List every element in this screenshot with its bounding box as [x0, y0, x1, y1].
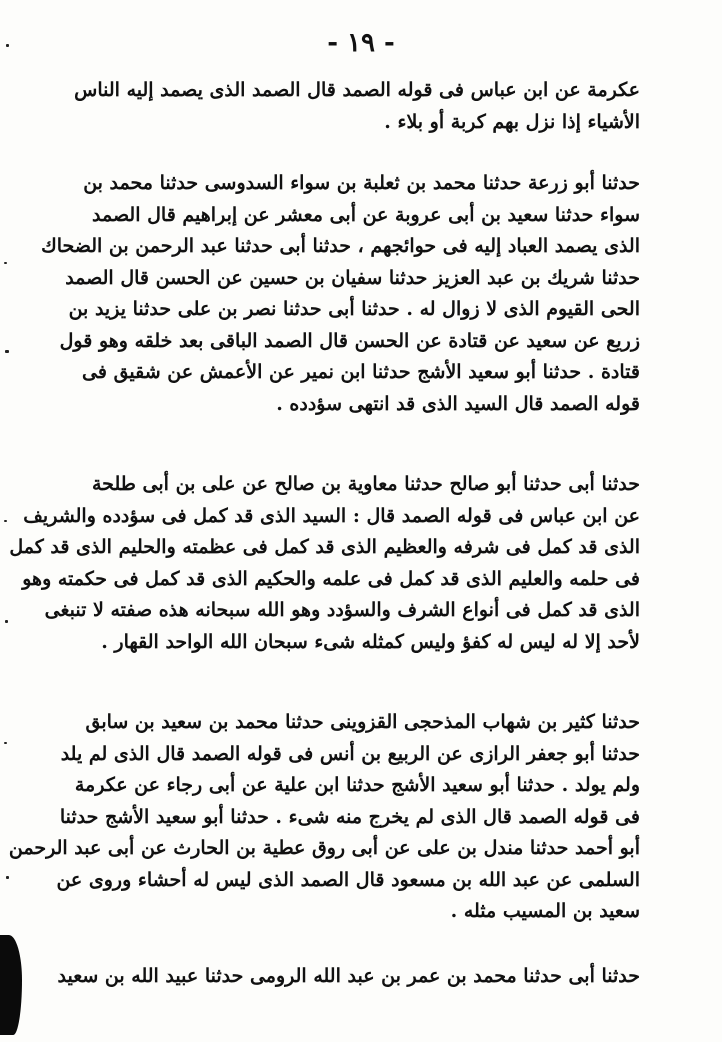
text-line: حدثنا شريك بن عبد العزيز حدثنا سفيان بن حسين عن الحسن قال الصمد	[65, 266, 640, 289]
text-line: حدثنا أبو زرعة حدثنا محمد بن ثعلبة بن سواء السدوسى حدثنا محمد بن	[83, 172, 640, 194]
text-line: عكرمة عن ابن عباس فى قوله الصمد قال الصمد الذى يصمد إليه الناس	[74, 79, 640, 101]
scan-speck	[4, 742, 7, 744]
text-line: قتادة . حدثنا أبو سعيد الأشج حدثنا ابن نمير عن الأعمش عن شقيق فى	[82, 361, 640, 383]
text-line: لأحد إلا له ليس له كفؤ وليس كمثله شىء سبحان الله الواحد القهار .	[101, 630, 640, 653]
text-line: حدثنا أبى حدثنا محمد بن عمر بن عبد الله الرومى حدثنا عبيد الله بن سعيد	[57, 965, 640, 987]
text-line: الذى قد كمل فى أنواع الشرف والسؤدد وهو الله سبحانه هذه صفته لا تنبغى	[44, 599, 640, 621]
text-line: سواء حدثنا سعيد بن أبى عروبة عن أبى معشر عن إبراهيم قال الصمد	[92, 203, 640, 226]
paragraph-2	[41, 168, 640, 420]
text-line: أبو أحمد حدثنا مندل بن على عن أبى روق عطية بن الحارث عن أبى عبد الرحمن	[8, 837, 640, 859]
scan-speck	[6, 876, 9, 879]
text-line: زريع عن سعيد عن قتادة عن الحسن قال الصمد الباقى بعد خلقه وهو قول	[59, 329, 640, 352]
text-line: حدثنا أبو جعفر الرازى عن الربيع بن أنس فى قوله الصمد قال الذى لم يلد	[60, 742, 640, 765]
page-number: - ١٩ -	[327, 28, 395, 58]
text-line: عن ابن عباس فى قوله الصمد قال : السيد الذى قد كمل فى سؤدده والشريف	[23, 504, 640, 527]
text-line: الأشياء إذا نزل بهم كربة أو بلاء .	[384, 110, 640, 133]
text-line: الحى القيوم الذى لا زوال له . حدثنا أبى حدثنا نصر بن على حدثنا يزيد بن	[68, 298, 640, 320]
scan-speck	[6, 44, 9, 47]
text-line: قوله الصمد قال السيد الذى قد انتهى سؤدده .	[276, 392, 640, 415]
scan-speck	[5, 620, 8, 623]
text-line: فى حلمه والعليم الذى قد كمل فى علمه والحكيم الذى قد كمل فى حكمته وهو	[22, 567, 640, 590]
text-line: سعيد بن المسيب مثله .	[450, 900, 640, 922]
paragraph-3	[9, 469, 640, 658]
text-line: الذى قد كمل فى شرفه والعظيم الذى قد كمل فى عظمته والحليم الذى قد كمل	[9, 536, 640, 558]
text-line: السلمى عن عبد الله بن مسعود قال الصمد الذى ليس له أحشاء وروى عن	[56, 868, 640, 891]
paragraph-4	[8, 707, 640, 928]
scan-speck	[4, 520, 7, 522]
text-line: حدثنا كثير بن شهاب المذحجى القزوينى حدثنا محمد بن سعيد بن سابق	[85, 711, 640, 733]
paragraph-1	[74, 75, 640, 138]
scan-speck	[4, 262, 7, 264]
text-line: ولم يولد . حدثنا أبو سعيد الأشج حدثنا ابن علية عن أبى رجاء عن عكرمة	[74, 774, 640, 796]
text-line: الذى يصمد العباد إليه فى حوائجهم ، حدثنا أبى حدثنا عبد الرحمن بن الضحاك	[41, 235, 640, 257]
text-line: حدثنا أبى حدثنا أبو صالح حدثنا معاوية بن صالح عن على بن أبى طلحة	[92, 473, 640, 495]
scan-speck	[5, 350, 9, 353]
paragraph-5	[57, 961, 640, 993]
text-line: فى قوله الصمد قال الذى لم يخرج منه شىء . حدثنا أبو سعيد الأشج حدثنا	[59, 805, 640, 828]
ink-blotch	[0, 935, 22, 1035]
